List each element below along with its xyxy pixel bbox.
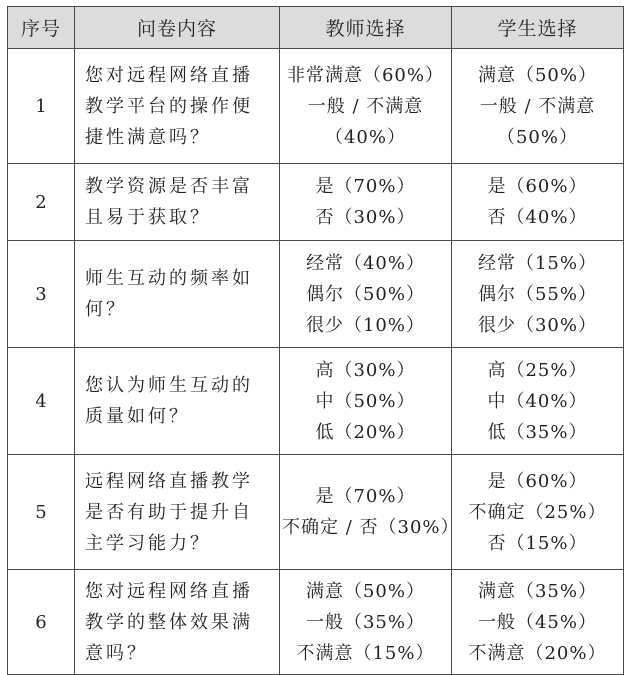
question-line: 何？ xyxy=(85,299,127,320)
header-row xyxy=(8,7,624,49)
student-choice-cell xyxy=(452,241,624,348)
choice-line: 一般 / 不满意 xyxy=(479,95,596,117)
question-cell xyxy=(75,348,280,455)
teacher-choice-cell xyxy=(280,570,452,675)
survey-table xyxy=(7,6,624,675)
table-row xyxy=(8,455,624,570)
question-cell xyxy=(75,455,280,570)
question-cell xyxy=(75,570,280,675)
row-index: 5 xyxy=(8,455,75,570)
question-cell xyxy=(75,164,280,241)
teacher-choice-cell xyxy=(280,455,460,570)
table-row xyxy=(8,49,624,164)
choice-line: 低（20%） xyxy=(315,421,416,443)
student-choice-cell xyxy=(452,455,624,570)
choice-line: 是（60%） xyxy=(487,176,588,197)
table-row xyxy=(8,164,624,241)
choice-line: 中（50%） xyxy=(315,390,416,412)
choice-line: 满意（35%） xyxy=(477,580,597,602)
choice-line: 很少（10%） xyxy=(305,314,425,336)
question-line: 主学习能力？ xyxy=(85,532,211,554)
question-line: 您对远程网络直播 xyxy=(85,64,253,86)
choice-line: 满意（50%） xyxy=(477,64,597,86)
question-line: 捷性满意吗？ xyxy=(85,126,211,148)
teacher-choice-cell xyxy=(280,348,452,455)
question-line: 您对远程网络直播 xyxy=(85,580,253,602)
choice-line: 高（30%） xyxy=(315,359,416,381)
choice-line: 否（30%） xyxy=(315,207,416,228)
choice-line: 是（70%） xyxy=(315,486,416,507)
table-row xyxy=(8,348,624,455)
choice-line: 经常（15%） xyxy=(477,252,597,274)
choice-line: 一般 / 不满意 xyxy=(307,95,424,117)
choice-line: 高（25%） xyxy=(487,359,588,381)
question-line: 师生互动的频率如 xyxy=(85,268,253,289)
choice-line: 否（40%） xyxy=(487,207,588,228)
row-index: 6 xyxy=(8,570,75,675)
choice-line: 低（35%） xyxy=(487,421,588,443)
student-choice-cell xyxy=(452,164,624,241)
question-line: 意吗？ xyxy=(85,642,148,664)
row-index: 1 xyxy=(8,49,75,164)
student-choice-cell xyxy=(452,570,624,675)
choice-line: （50%） xyxy=(496,126,578,148)
choice-line: 非常满意（60%） xyxy=(286,64,444,86)
row-index: 3 xyxy=(8,241,75,348)
row-index: 4 xyxy=(8,348,75,455)
choice-line: 不满意（15%） xyxy=(296,642,435,664)
header-teacher: 教师选择 xyxy=(280,7,452,49)
choice-line: 否（15%） xyxy=(487,532,588,554)
choice-line: 偶尔（55%） xyxy=(477,283,597,305)
question-line: 教学的整体效果满 xyxy=(85,611,253,633)
question-line: 教学资源是否丰富 xyxy=(85,176,253,197)
teacher-choice-cell xyxy=(280,241,452,348)
choice-line: 经常（40%） xyxy=(305,252,425,274)
choice-line: （40%） xyxy=(324,126,406,148)
choice-line: 是（70%） xyxy=(315,176,416,197)
question-line: 且易于获取？ xyxy=(85,207,211,228)
teacher-choice-cell xyxy=(280,49,452,164)
question-line: 您认为师生互动的 xyxy=(85,375,253,396)
question-line: 教学平台的操作便 xyxy=(85,95,253,117)
student-choice-cell xyxy=(452,49,624,164)
header-question: 问卷内容 xyxy=(75,7,280,49)
choice-line: 一般（45%） xyxy=(477,611,597,633)
choice-line: 满意（50%） xyxy=(305,580,425,602)
table-row xyxy=(8,241,624,348)
teacher-choice-cell xyxy=(280,164,452,241)
question-cell xyxy=(75,241,280,348)
question-line: 质量如何？ xyxy=(85,406,190,427)
table-row xyxy=(8,570,624,675)
row-index: 2 xyxy=(8,164,75,241)
choice-line: 偶尔（50%） xyxy=(305,283,425,305)
choice-line: 是（60%） xyxy=(487,470,588,492)
choice-line: 很少（30%） xyxy=(477,314,597,336)
choice-line: 不满意（20%） xyxy=(468,642,607,664)
choice-line: 中（40%） xyxy=(487,390,588,412)
student-choice-cell xyxy=(452,348,624,455)
choice-line: 不确定（25%） xyxy=(468,501,607,523)
question-line: 是否有助于提升自 xyxy=(85,501,253,523)
question-cell xyxy=(75,49,280,164)
choice-line: 不确定 / 否（30%） xyxy=(282,517,460,538)
question-line: 远程网络直播教学 xyxy=(85,470,253,492)
header-student: 学生选择 xyxy=(452,7,624,49)
choice-line: 一般（35%） xyxy=(305,611,425,633)
header-index: 序号 xyxy=(8,7,75,49)
